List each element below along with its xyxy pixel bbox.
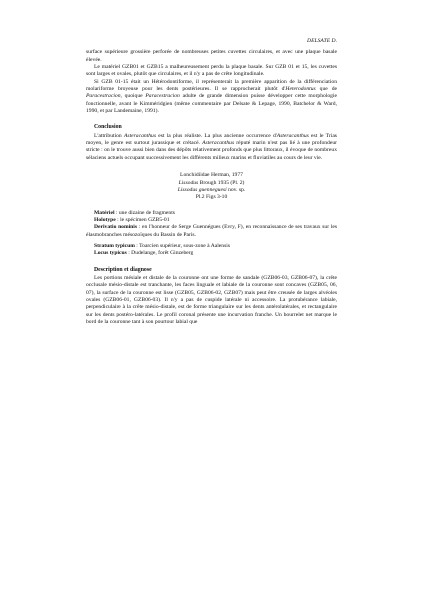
conc-text-g: réputé marin n'est pas lié à une profondeur stricte : on le trouve aussi bien dans des dépôts relativement profonds que plus littoraux, il évoque de nombreux sélaciens actuels occupant successivement les différents milieux marins et fluviatiles au cours de leur vie. — [86, 140, 337, 161]
conc-text-c: est la plus réaliste. La plus ancienne occurrence d' — [156, 132, 277, 139]
conclusion-heading: Conclusion — [94, 124, 122, 131]
stratum-value: : Toarcien supérieur, sous-zone à Aalensis — [134, 242, 230, 249]
taxon-species-name: Lissodus guenneguesi — [177, 186, 227, 193]
p3-text-g: adulte de grande dimension puisse développer cette morphologie fonctionnelle, avant le Kimméridgien (même commentaire par Delsate & Lepage, 1990, Batchelor & Ward, 1990, et par Landemaine, 1991). — [86, 93, 338, 115]
p3-text-c: que de — [315, 86, 337, 93]
field-locus — [86, 250, 337, 257]
taxon-genus — [86, 180, 337, 187]
conc-text-e: est le Trias moyen, le genre est surtout jurassique et crétacé. — [86, 132, 337, 147]
description-heading: Description et diagnose — [94, 266, 152, 273]
p3-text-e: , quoique — [120, 93, 146, 100]
taxon-block — [86, 172, 337, 201]
conc-genus-3: Asteracanthus — [202, 140, 235, 147]
conclusion-paragraph — [86, 133, 337, 162]
taxon-genus-name: Lissodus — [178, 179, 199, 186]
paragraph-2: Le matériel GZB01 et GZB15 a malheureusement perdu la plaque basale. Sur GZB 01 et 15, les cuvettes sont larges et ovales, plutôt que circulaires, et il n'y a pas de crête longitudinale. — [86, 64, 337, 78]
p3-genus-heterodontus: Heterodontus — [285, 86, 316, 93]
materiel-value: : une dizaine de fragments — [114, 209, 175, 216]
conc-text-a: L'attribution — [94, 132, 124, 139]
taxon-family: Lonchidiidae Herman, 1977 — [180, 172, 243, 179]
paragraph-3 — [86, 79, 337, 116]
conc-genus-2: Asteracanthus — [276, 132, 309, 139]
derivatio-label: Derivatio nominis — [94, 224, 138, 231]
materiel-label: Matériel — [94, 209, 115, 216]
paragraph-1: surface supérieure grossière perforée de nombreuses petites cuvettes circulaires, et avec une plaque basale élevée. — [86, 49, 337, 63]
p3-text-a: Si GZB 01-15 était un Hétérodontiforme, il représenterait la première apparition de la différenciation molariforme broyeuse pour les dents postérieures. Il se rapprocherait plutôt d' — [86, 78, 337, 93]
derivatio-value: : en l'honneur de Serge Guennégues (Evry, F), en reconnaissance de ses travaux sur les élasmobranches mésozoïques du Bassin de Paris. — [86, 224, 337, 238]
field-derivatio — [86, 224, 337, 239]
locus-label: Locus typicus — [94, 250, 127, 257]
conc-genus-1: Asteracanthus — [123, 132, 156, 139]
running-head: DELSATE D. — [307, 38, 337, 44]
taxon-plate: Pl.2 Figs 3-10 — [195, 194, 228, 201]
description-paragraph: Les portions mésiale et distale de la couronne ont une forme de sandale (GZB06-03, GZB06-07), la crête occlusale mésio-distale est tranchante, les faces linguale et labiale de la couronne sont concaves (GZB05, 06, 07), la surface de la couronne est lisse (GZB05, GZB06-02, GZB07) mais peut être creusée de larges alvéoles ovales (GZB06-01, GZB06-03). Il n'y a pas de cuspide latérale ni accessoire. La protubérance labiale, perpendiculaire à la crête mésio-distale, est de forme triangulaire sur les dents antérolatérales, et rectangulaire sur les dents postéro-latérales. Le profil coronal présente une incurvation franche. Un bourrelet net marque le bord de la couronne tant à son pourtour labial que — [86, 274, 337, 325]
holotype-label: Holotype — [94, 216, 116, 223]
field-materiel — [86, 210, 337, 217]
taxon-species-suffix: nov. sp. — [226, 186, 246, 193]
page-content — [86, 38, 337, 326]
stratum-label: Stratum typicum — [94, 242, 135, 249]
p3-genus-paracestracion-2: Paracestracion — [145, 93, 180, 100]
locus-value: : Dudelange, forêt Ginzeberg — [126, 250, 194, 257]
taxon-genus-author: Brough 1935 (Pl. 2) — [198, 179, 245, 186]
p3-genus-paracestracion-1: Paracestracion — [86, 93, 121, 100]
holotype-value: : le spécimen GZB5-01 — [115, 216, 170, 223]
taxon-species — [86, 187, 337, 194]
